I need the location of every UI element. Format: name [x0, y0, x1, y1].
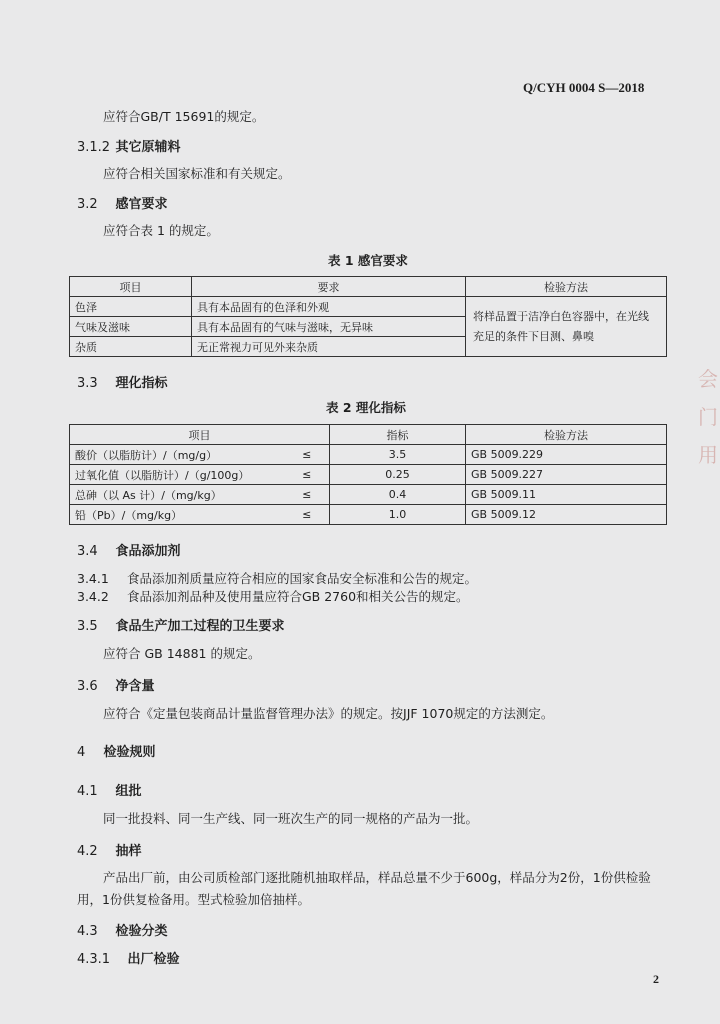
table1-caption: 表 1 感官要求 — [328, 253, 408, 268]
heading-4-3-1 — [77, 948, 180, 967]
table-header-row — [70, 277, 667, 297]
table-cell: 酸价（以脂肪计）/（mg/g） — [70, 445, 285, 465]
table-cell: 无正常视力可见外来杂质 — [192, 337, 466, 357]
clause-text: 食品添加剂品种及使用量应符合GB 2760和相关公告的规定。 — [126, 589, 469, 604]
section-title: 组批 — [115, 784, 142, 799]
standard-number: Q/CYH 0004 S—2018 — [523, 80, 645, 95]
section-number: 3.1.2 — [77, 140, 111, 155]
table-header-cell: 指标 — [330, 425, 466, 445]
section-number: 3.2 — [77, 197, 98, 212]
table-row — [70, 465, 667, 485]
paragraph-4-1: 同一批投料、同一生产线、同一班次生产的同一规格的产品为一批。 — [103, 811, 479, 826]
clause-3-4-2 — [77, 587, 469, 605]
section-number: 3.5 — [77, 619, 98, 634]
paragraph-4-2-line-2: 用，1份供复检备用。型式检验加倍抽样。 — [77, 892, 310, 907]
intro-line: 应符合GB/T 15691的规定。 — [103, 109, 265, 124]
table-cell: 杂质 — [70, 337, 192, 357]
section-title: 检验规则 — [103, 745, 156, 760]
value-cell: 3.5 — [330, 445, 466, 465]
table-header-cell: 项目 — [70, 277, 192, 297]
heading-4-2 — [77, 840, 142, 859]
operator-cell: ≤ — [285, 445, 330, 465]
paragraph-4-2-line-1: 产品出厂前，由公司质检部门逐批随机抽取样品，样品总量不少于600g，样品分为2份，1份供检验 — [103, 870, 651, 885]
table-header-cell: 要求 — [192, 277, 466, 297]
operator-cell: ≤ — [285, 505, 330, 525]
value-cell: 1.0 — [330, 505, 466, 525]
heading-3-4 — [77, 540, 181, 559]
table-cell: 具有本品固有的色泽和外观 — [192, 297, 466, 317]
table-row — [70, 445, 667, 465]
section-title: 抽样 — [115, 844, 142, 859]
section-title: 理化指标 — [115, 376, 168, 391]
table-row — [70, 297, 667, 317]
section-title: 检验分类 — [115, 924, 168, 939]
method-cell: GB 5009.12 — [466, 505, 667, 525]
section-number: 4.3 — [77, 924, 98, 939]
section-number: 4.2 — [77, 844, 98, 859]
table-header-row — [70, 425, 667, 445]
heading-3-6 — [77, 675, 155, 694]
section-title: 食品生产加工过程的卫生要求 — [115, 619, 285, 634]
table-header-cell: 项目 — [70, 425, 330, 445]
table-header-cell: 检验方法 — [466, 277, 667, 297]
operator-cell: ≤ — [285, 485, 330, 505]
section-title: 出厂检验 — [127, 952, 180, 967]
red-seal-stamp: 会 门 用 — [698, 367, 718, 467]
table-cell: 色泽 — [70, 297, 192, 317]
value-cell: 0.25 — [330, 465, 466, 485]
page-number: 2 — [653, 972, 659, 986]
section-number: 3.6 — [77, 679, 98, 694]
table-header-cell: 检验方法 — [466, 425, 667, 445]
heading-4-1 — [77, 780, 142, 799]
value-cell: 0.4 — [330, 485, 466, 505]
method-cell: GB 5009.227 — [466, 465, 667, 485]
table-cell: 总砷（以 As 计）/（mg/kg） — [70, 485, 285, 505]
inspection-method-cell: 将样品置于洁净白色容器中，在光线充足的条件下目测、鼻嗅 — [466, 297, 667, 357]
section-title: 食品添加剂 — [115, 544, 181, 559]
section-title: 感官要求 — [115, 197, 168, 212]
table-cell: 具有本品固有的气味与滋味，无异味 — [192, 317, 466, 337]
heading-3-2 — [77, 193, 168, 212]
section-number: 3.4 — [77, 544, 98, 559]
table-cell: 过氧化值（以脂肪计）/（g/100g） — [70, 465, 285, 485]
table-sensory-requirements — [69, 276, 667, 357]
section-number: 4 — [77, 745, 86, 760]
method-cell: GB 5009.11 — [466, 485, 667, 505]
table-cell: 气味及滋味 — [70, 317, 192, 337]
paragraph-3-1-2: 应符合相关国家标准和有关规定。 — [103, 166, 291, 181]
operator-cell: ≤ — [285, 465, 330, 485]
table-row — [70, 485, 667, 505]
heading-3-5 — [77, 615, 285, 634]
clause-number: 3.4.2 — [77, 589, 109, 604]
clause-number: 3.4.1 — [77, 571, 109, 586]
heading-3-3 — [77, 372, 168, 391]
heading-3-1-2 — [77, 136, 181, 155]
table-physicochemical-indicators — [69, 424, 667, 525]
clause-text: 食品添加剂质量应符合相应的国家食品安全标准和公告的规定。 — [126, 571, 477, 586]
table2-caption: 表 2 理化指标 — [326, 400, 406, 415]
section-number: 4.1 — [77, 784, 98, 799]
section-number: 4.3.1 — [77, 952, 111, 967]
paragraph-3-5: 应符合 GB 14881 的规定。 — [103, 646, 261, 661]
section-title: 净含量 — [115, 679, 155, 694]
section-title: 其它原辅料 — [115, 140, 181, 155]
paragraph-3-2: 应符合表 1 的规定。 — [103, 223, 219, 238]
heading-4 — [77, 741, 156, 760]
table-cell: 铅（Pb）/（mg/kg） — [70, 505, 285, 525]
paragraph-3-6: 应符合《定量包装商品计量监督管理办法》的规定。按JJF 1070规定的方法测定。 — [103, 706, 554, 721]
clause-3-4-1 — [77, 569, 477, 587]
heading-4-3 — [77, 920, 168, 939]
section-number: 3.3 — [77, 376, 98, 391]
method-cell: GB 5009.229 — [466, 445, 667, 465]
table-row — [70, 505, 667, 525]
